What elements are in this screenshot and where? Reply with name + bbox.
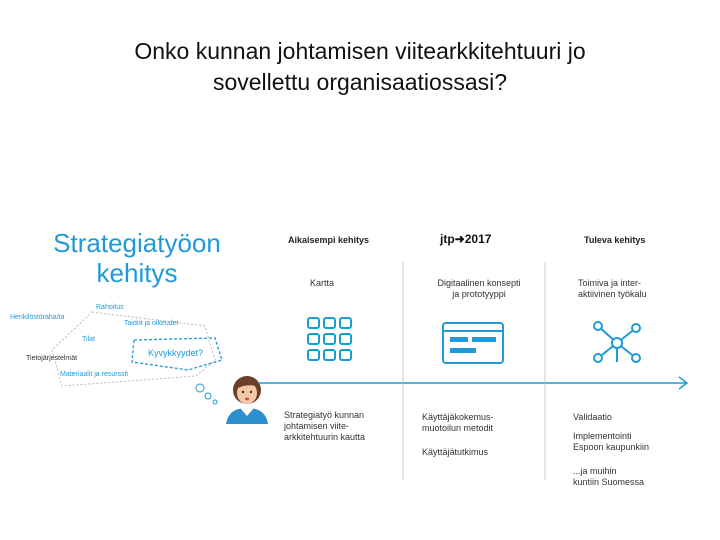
column-future-sub-line: Toimiva ja inter- (578, 278, 642, 288)
column-earlier-sub: Kartta (310, 278, 335, 288)
column-jtp-text-1 (422, 412, 494, 434)
column-future-text-line: Implementointi (573, 431, 632, 441)
column-jtp-text-line: Käyttäjäkokemus- (422, 412, 494, 422)
column-jtp-text-line: muotoilun metodit (422, 423, 494, 433)
network-nodes-icon (590, 318, 644, 368)
title-line-2: sovellettu organisaatiossasi? (212, 69, 508, 95)
column-future-text-1: Validaatio (573, 412, 612, 422)
column-jtp-sub-line: ja prototyyppi (452, 289, 506, 299)
label-kyvykkyydet: Kyvykkyydet? (148, 348, 204, 358)
slide-title (40, 36, 680, 98)
column-jtp-sub-line: Digitaalinen konsepti (437, 278, 521, 288)
column-earlier-heading: Aikaisempi kehitys (288, 235, 370, 245)
strategy-heading-line-1: Strategiatyöon (53, 228, 221, 258)
column-future-text-3 (573, 466, 644, 488)
timeline-arrowhead (679, 377, 687, 389)
label-henkilosto: Henkilöstöraha/ta (10, 314, 65, 321)
label-taidot: Taidot ja oikeudet (124, 320, 179, 327)
arrow-right-icon: ➜ (454, 232, 465, 246)
column-jtp-text-2: Käyttäjätutkimus (422, 447, 489, 457)
label-tilat: Tilat (82, 336, 95, 343)
column-future-text-line: Espoon kaupunkiin (573, 442, 650, 452)
browser-window-icon (442, 322, 504, 364)
column-earlier-text-line: Strategiatyö kunnan (284, 410, 365, 420)
column-future-text-line: kuntiin Suomessa (573, 477, 645, 487)
strategy-heading (22, 228, 252, 288)
strategy-heading-line-2: kehitys (96, 258, 178, 288)
column-earlier-text-line: johtamisen viite- (284, 421, 350, 431)
column-future-sub-line: aktiivinen työkalu (578, 289, 647, 299)
label-rahoitus: Rahoitus (96, 304, 124, 311)
person-avatar-icon (220, 372, 274, 424)
column-jtp-heading (440, 232, 491, 246)
label-tietojarjestelmat: Tietojärjestelmät (26, 355, 78, 362)
column-future-heading: Tuleva kehitys (584, 235, 646, 245)
column-future-sub (578, 278, 647, 300)
title-line-1: Onko kunnan johtamisen viitearkkitehtuuri jo (134, 38, 586, 64)
grid-map-icon (306, 316, 356, 364)
jtp-logo-text: jtp (440, 232, 455, 246)
column-earlier-text-line: arkkitehtuurin kautta (284, 432, 366, 442)
label-materiaalit: Materiaalit ja resurssit (60, 371, 129, 378)
column-future-text-line: ...ja muihin (573, 466, 617, 476)
column-future-text-2 (573, 431, 649, 453)
jtp-year: 2017 (464, 232, 492, 246)
column-jtp-sub (424, 278, 534, 300)
column-earlier-text (284, 410, 365, 443)
